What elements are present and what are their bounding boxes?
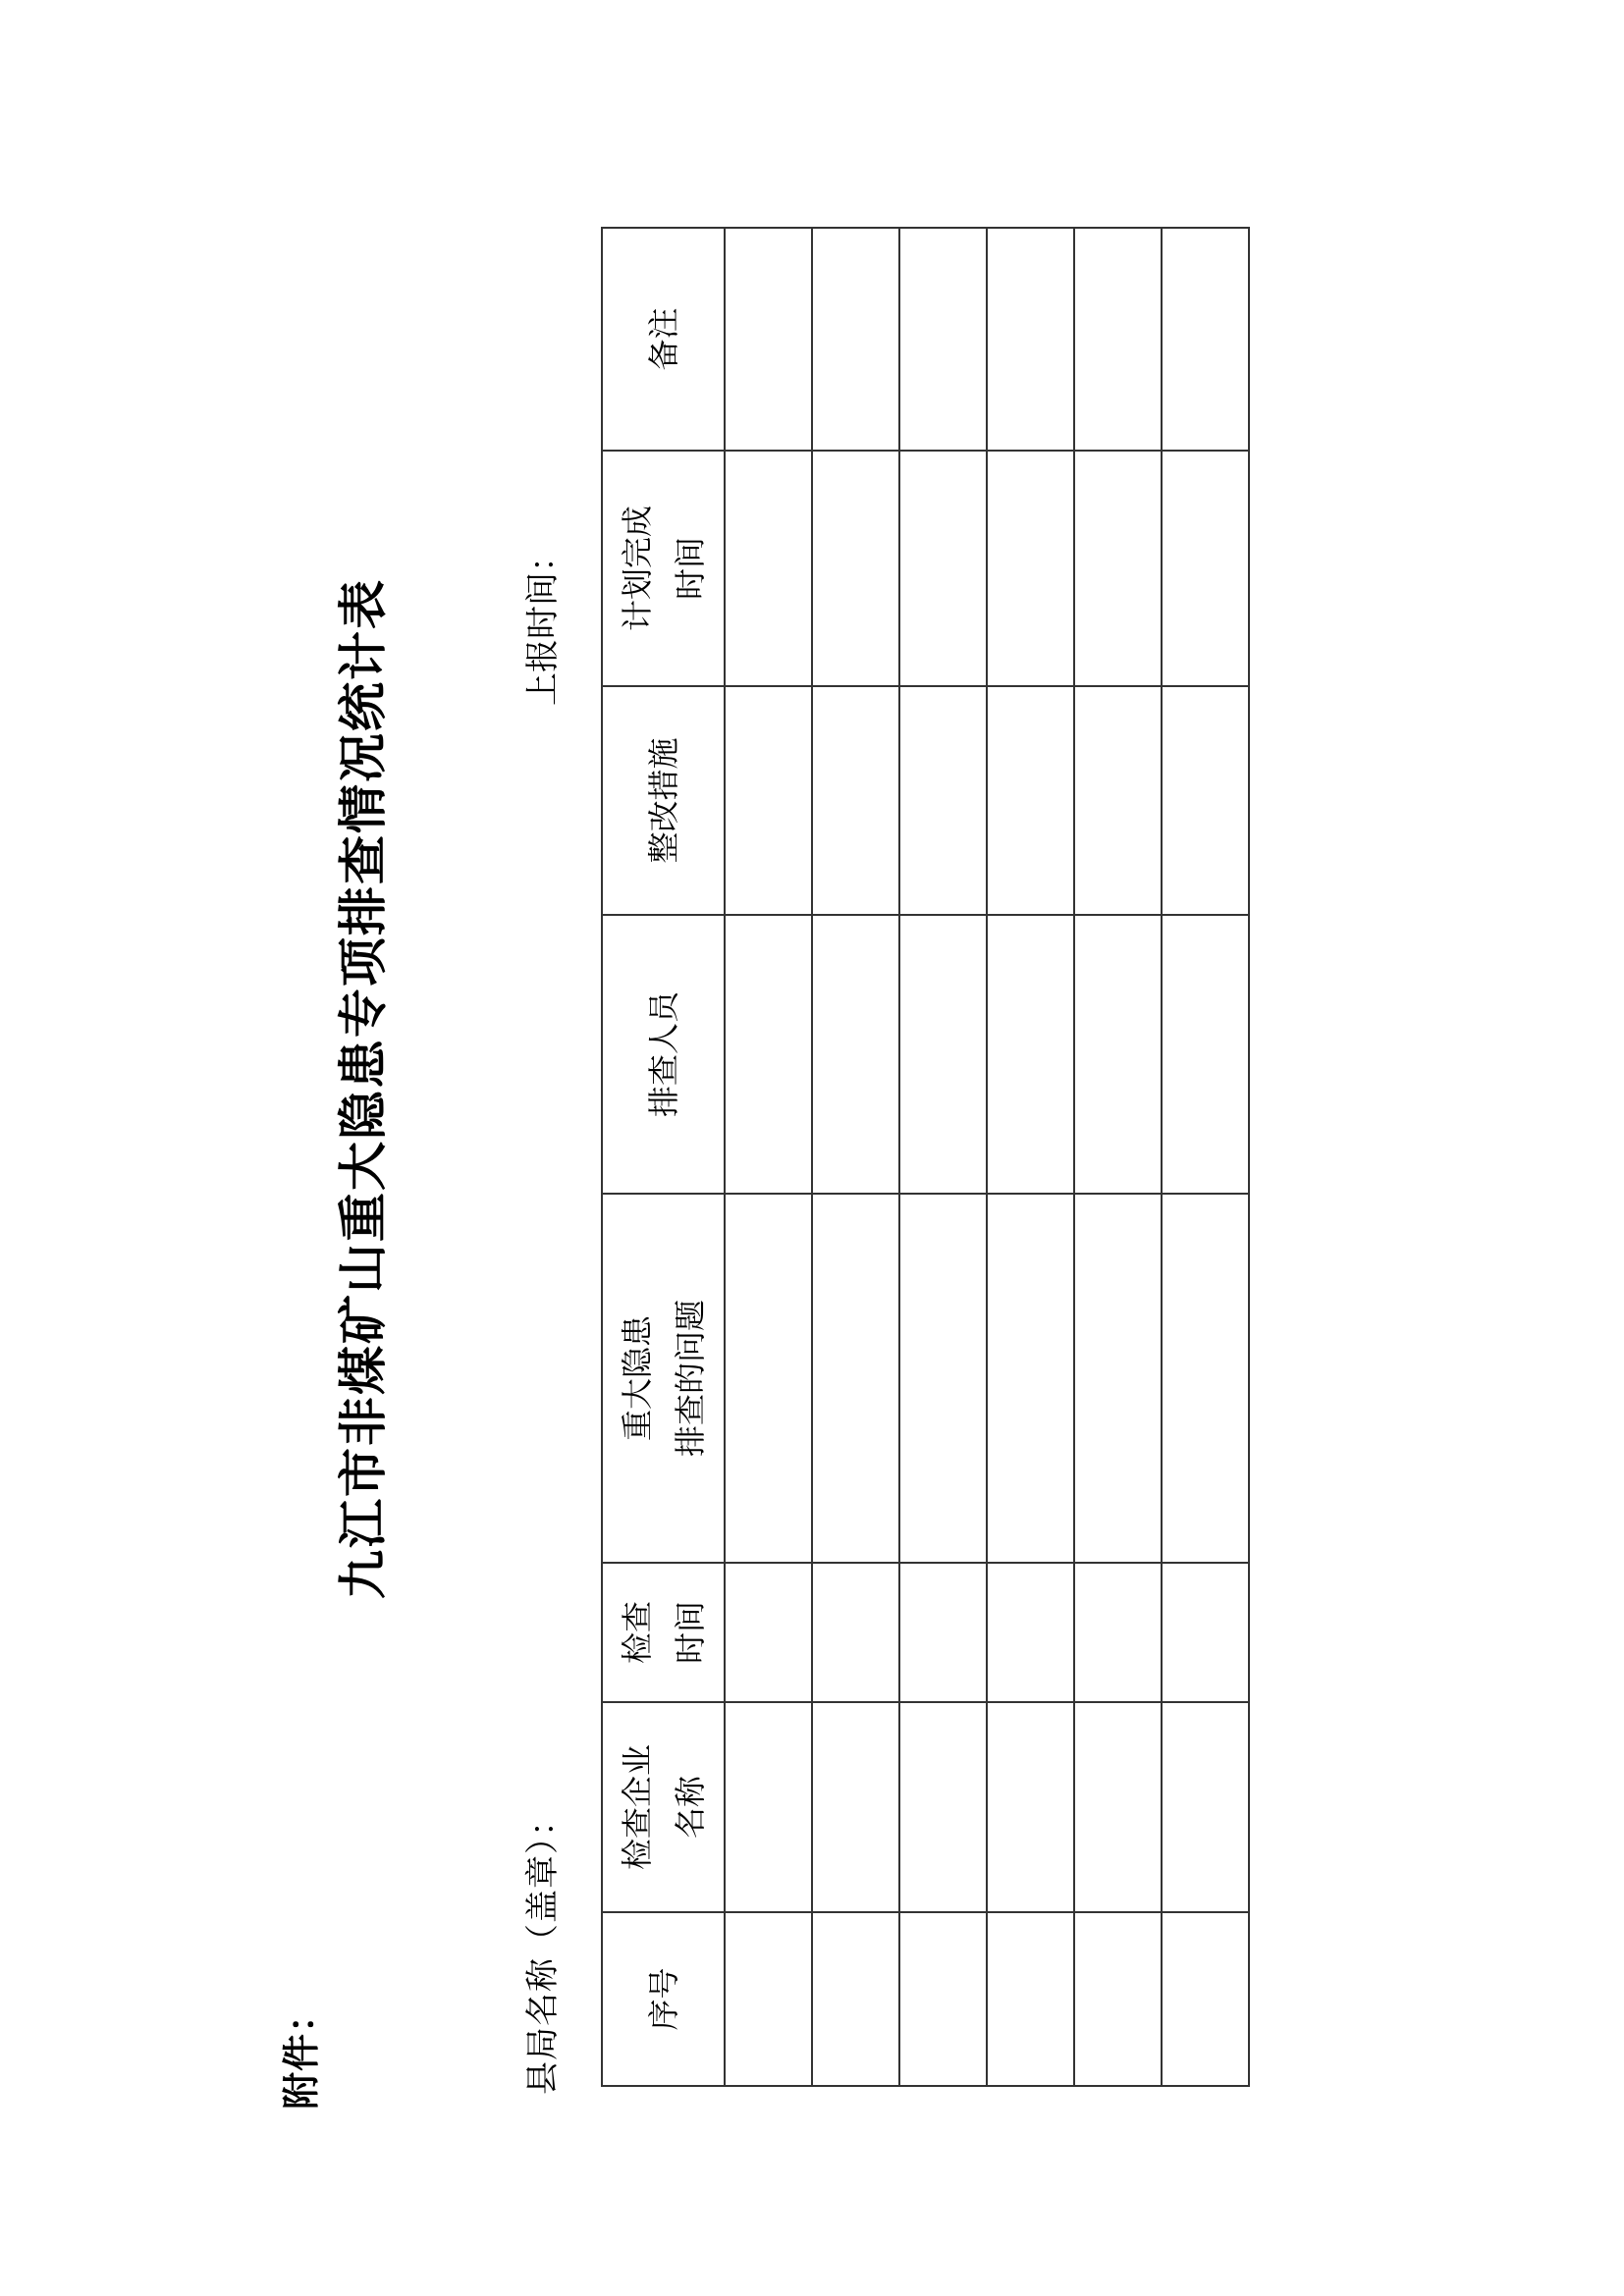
- column-header: [602, 1912, 725, 2086]
- column-header-line: 重大隐患: [618, 1315, 656, 1442]
- table-cell[interactable]: [899, 1194, 987, 1563]
- statistics-table: [601, 227, 1250, 2087]
- table-cell[interactable]: [987, 915, 1074, 1194]
- column-header-line: 时间: [671, 537, 709, 601]
- table-cell[interactable]: [899, 686, 987, 915]
- table-cell[interactable]: [1074, 1912, 1162, 2086]
- table-cell[interactable]: [812, 1702, 899, 1912]
- table-cell[interactable]: [1162, 686, 1249, 915]
- table-cell[interactable]: [899, 228, 987, 451]
- table-cell[interactable]: [1162, 1563, 1249, 1702]
- table-cell[interactable]: [725, 915, 812, 1194]
- table-row: [812, 228, 899, 2086]
- table-cell[interactable]: [812, 686, 899, 915]
- table-cell[interactable]: [1162, 915, 1249, 1194]
- table-cell[interactable]: [1162, 451, 1249, 686]
- column-header: [602, 451, 725, 686]
- table-cell[interactable]: [1074, 686, 1162, 915]
- table-cell[interactable]: [987, 1702, 1074, 1912]
- table-cell[interactable]: [812, 1194, 899, 1563]
- table-row: [987, 228, 1074, 2086]
- table-cell[interactable]: [1074, 451, 1162, 686]
- table-cell[interactable]: [812, 228, 899, 451]
- column-header: [602, 915, 725, 1194]
- table-cell[interactable]: [987, 1912, 1074, 2086]
- column-header-line: 时间: [671, 1601, 709, 1665]
- table-row: [1074, 228, 1162, 2086]
- table-cell[interactable]: [812, 915, 899, 1194]
- table-header-row: [602, 228, 725, 2086]
- table-cell[interactable]: [725, 228, 812, 451]
- column-header-line: 检查: [618, 1601, 656, 1665]
- column-header: [602, 686, 725, 915]
- table-cell[interactable]: [899, 1912, 987, 2086]
- attachment-label: 附件：: [280, 1994, 323, 2109]
- table-cell[interactable]: [1162, 1702, 1249, 1912]
- table-cell[interactable]: [1074, 1194, 1162, 1563]
- column-header-line: 计划完成: [618, 506, 656, 632]
- table-cell[interactable]: [725, 1702, 812, 1912]
- table-cell[interactable]: [1162, 1912, 1249, 2086]
- table-cell[interactable]: [812, 451, 899, 686]
- column-header: [602, 1702, 725, 1912]
- table-cell[interactable]: [1162, 228, 1249, 451]
- column-header: [602, 228, 725, 451]
- column-header-line: 排查人员: [644, 991, 682, 1118]
- table-cell[interactable]: [725, 451, 812, 686]
- table-cell[interactable]: [987, 228, 1074, 451]
- table-cell[interactable]: [987, 451, 1074, 686]
- table-cell[interactable]: [899, 915, 987, 1194]
- table-cell[interactable]: [1074, 1702, 1162, 1912]
- table-cell[interactable]: [987, 686, 1074, 915]
- table-body: [725, 228, 1249, 2086]
- report-time-label: 上报时间：: [525, 539, 562, 706]
- column-header-line: 备注: [644, 307, 682, 371]
- table-cell[interactable]: [725, 1194, 812, 1563]
- page-title: 九江市非煤矿山重大隐患专项排查情况统计表: [335, 578, 392, 1599]
- column-header-line: 排查的问题: [671, 1300, 709, 1458]
- table-cell[interactable]: [1074, 915, 1162, 1194]
- table-cell[interactable]: [899, 1563, 987, 1702]
- table-cell[interactable]: [725, 686, 812, 915]
- table-cell[interactable]: [725, 1912, 812, 2086]
- column-header: [602, 1194, 725, 1563]
- table-cell[interactable]: [899, 1702, 987, 1912]
- table-cell[interactable]: [987, 1563, 1074, 1702]
- table-cell[interactable]: [987, 1194, 1074, 1563]
- column-header-line: 检查企业: [618, 1744, 656, 1871]
- column-header-line: 名称: [671, 1776, 709, 1840]
- table-row: [725, 228, 812, 2086]
- table-cell[interactable]: [1162, 1194, 1249, 1563]
- table-row: [899, 228, 987, 2086]
- table-cell[interactable]: [1074, 228, 1162, 451]
- table-cell[interactable]: [1074, 1563, 1162, 1702]
- table-cell[interactable]: [899, 451, 987, 686]
- county-bureau-label: 县局名称（盖章）：: [525, 1802, 562, 2095]
- table-cell[interactable]: [812, 1912, 899, 2086]
- table-row: [1162, 228, 1249, 2086]
- column-header: [602, 1563, 725, 1702]
- table-cell[interactable]: [725, 1563, 812, 1702]
- column-header-line: 序号: [644, 1967, 682, 2031]
- column-header-line: 整改措施: [644, 737, 682, 864]
- table-cell[interactable]: [812, 1563, 899, 1702]
